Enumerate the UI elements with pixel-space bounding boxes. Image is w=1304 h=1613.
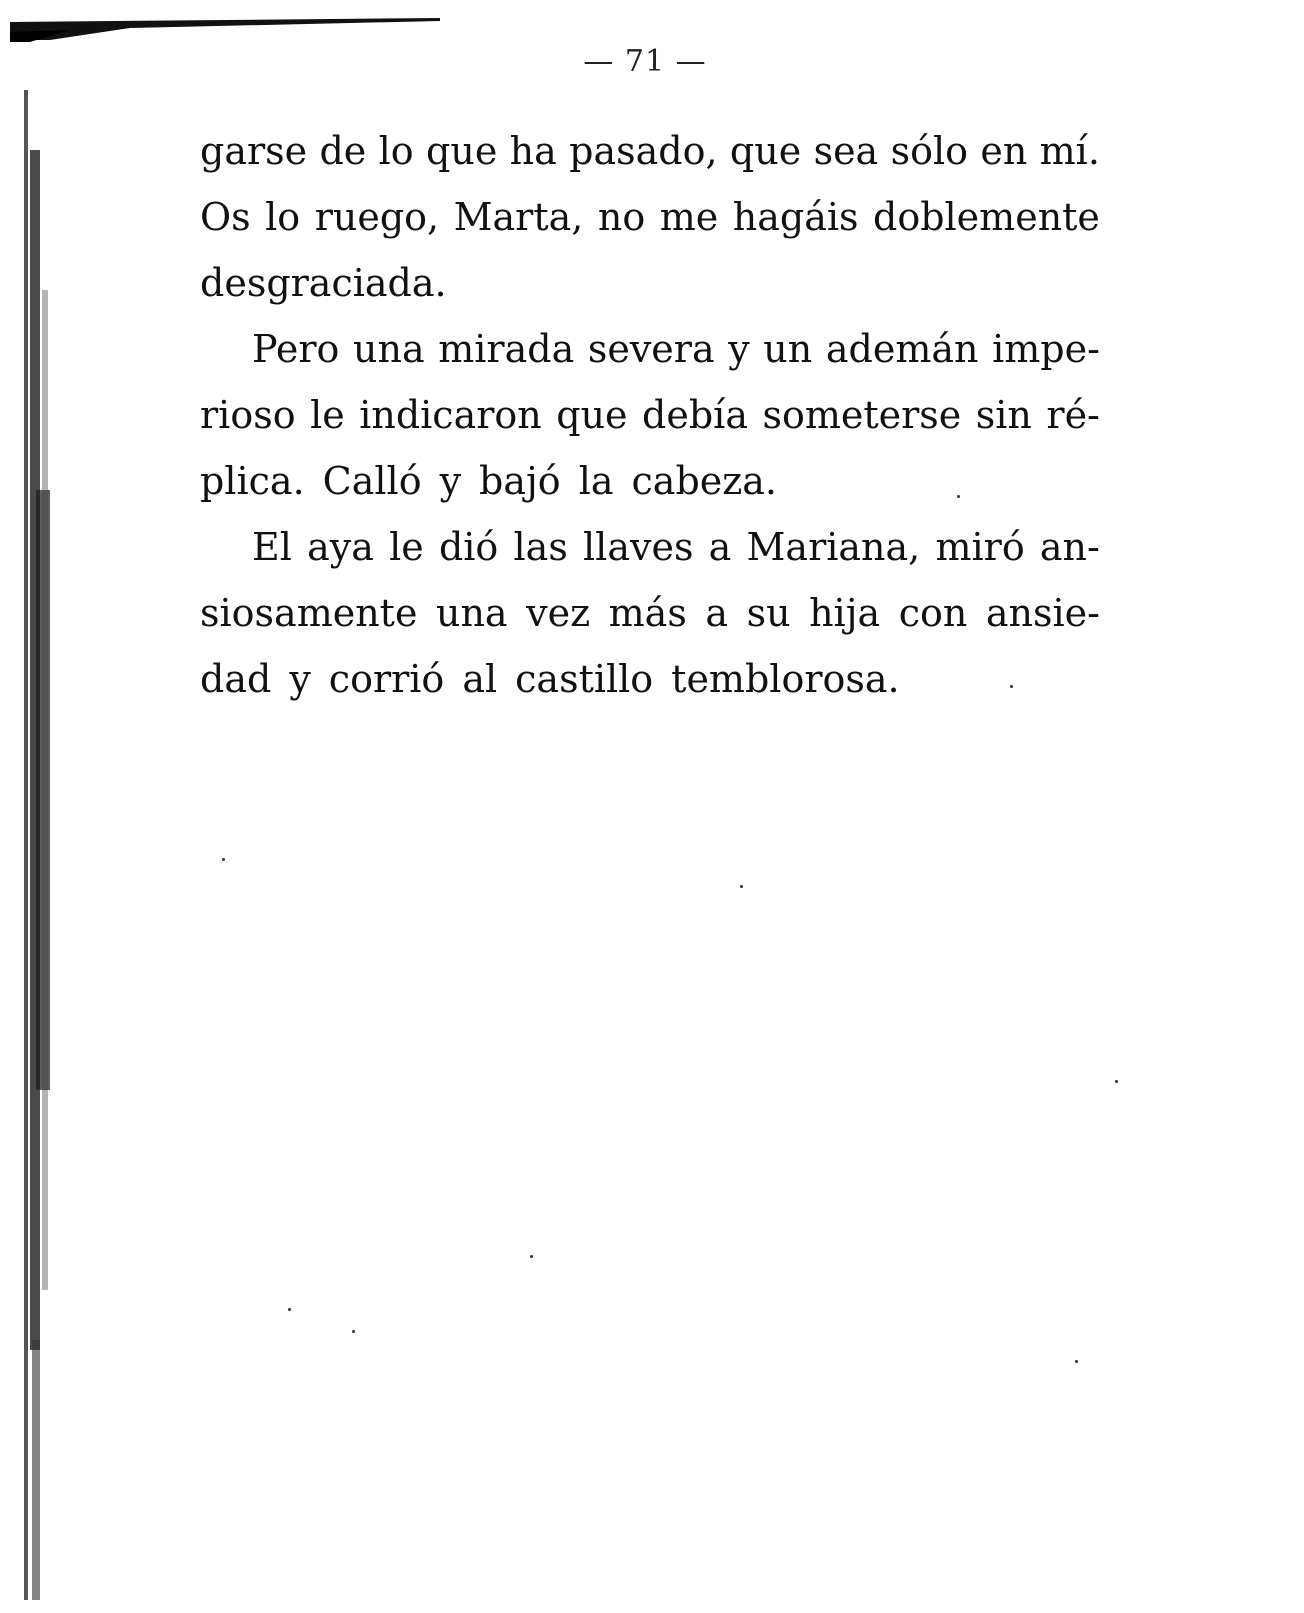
text-line bbox=[200, 448, 1100, 514]
word: desgraciada. bbox=[200, 261, 447, 305]
word: ré- bbox=[1046, 393, 1100, 437]
word: y bbox=[728, 327, 750, 371]
word: miró bbox=[935, 525, 1025, 569]
word: un bbox=[763, 327, 813, 371]
word: an- bbox=[1039, 525, 1100, 569]
word: no bbox=[597, 195, 646, 239]
word: que bbox=[729, 129, 802, 173]
word: me bbox=[659, 195, 719, 239]
text-line bbox=[200, 118, 1100, 184]
page-number: — 71 — bbox=[583, 44, 707, 79]
word: y bbox=[439, 459, 462, 503]
scan-speck bbox=[352, 1330, 355, 1333]
word: dad bbox=[200, 657, 272, 701]
word: temblorosa. bbox=[671, 657, 900, 701]
word: debía bbox=[642, 393, 748, 437]
word: cabeza. bbox=[631, 459, 778, 503]
word: ademán bbox=[825, 327, 979, 371]
word: sin bbox=[975, 393, 1032, 437]
word: sólo bbox=[890, 129, 968, 173]
scan-speck bbox=[957, 495, 960, 498]
word: lo bbox=[378, 129, 414, 173]
word: rioso bbox=[200, 393, 296, 437]
text-line bbox=[200, 580, 1100, 646]
word: le bbox=[389, 525, 424, 569]
word: que bbox=[556, 393, 628, 437]
word: plica. bbox=[200, 459, 305, 503]
word: las bbox=[513, 525, 568, 569]
word: corrió bbox=[328, 657, 445, 701]
text-line bbox=[200, 646, 1100, 712]
word: indicaron bbox=[359, 393, 542, 437]
scan-speck bbox=[222, 858, 225, 861]
word: Calló bbox=[322, 459, 422, 503]
word: doblemente bbox=[873, 195, 1100, 239]
word: más bbox=[608, 591, 687, 635]
word: garse bbox=[200, 129, 308, 173]
text-line bbox=[200, 250, 1100, 316]
word: de bbox=[319, 129, 367, 173]
text-line bbox=[200, 316, 1100, 382]
text-line bbox=[200, 184, 1100, 250]
word: castillo bbox=[515, 657, 654, 701]
scan-speck bbox=[288, 1308, 291, 1311]
scan-speck bbox=[740, 885, 743, 888]
word: dió bbox=[438, 525, 499, 569]
word: severa bbox=[587, 327, 715, 371]
scan-speck bbox=[1075, 1360, 1078, 1363]
word: Pero bbox=[252, 327, 340, 371]
word: mirada bbox=[438, 327, 575, 371]
word: le bbox=[310, 393, 345, 437]
word: lo bbox=[265, 195, 301, 239]
text-line bbox=[200, 514, 1100, 580]
word: con bbox=[898, 591, 968, 635]
scan-speck bbox=[1010, 685, 1013, 688]
word: ruego, bbox=[314, 195, 440, 239]
word: hija bbox=[809, 591, 881, 635]
word: Marta, bbox=[453, 195, 584, 239]
word: a bbox=[708, 525, 732, 569]
word: impe- bbox=[992, 327, 1100, 371]
word: hagáis bbox=[732, 195, 859, 239]
scan-speck bbox=[1115, 1080, 1118, 1083]
word: El bbox=[252, 525, 292, 569]
word: siosamente bbox=[200, 591, 418, 635]
word: vez bbox=[526, 591, 591, 635]
scan-top-edge bbox=[10, 18, 440, 42]
body-text bbox=[200, 118, 1100, 712]
word: una bbox=[353, 327, 425, 371]
word: ansie- bbox=[985, 591, 1100, 635]
word: a bbox=[705, 591, 729, 635]
scan-speck bbox=[530, 1255, 533, 1258]
word: que bbox=[426, 129, 498, 173]
word: la bbox=[578, 459, 614, 503]
word: mí. bbox=[1039, 129, 1100, 173]
text-line bbox=[200, 382, 1100, 448]
word: su bbox=[746, 591, 791, 635]
scan-binding-shadow bbox=[14, 90, 74, 1600]
word: Mariana, bbox=[746, 525, 921, 569]
word: una bbox=[435, 591, 508, 635]
word: y bbox=[289, 657, 311, 701]
word: en bbox=[980, 129, 1028, 173]
word: bajó bbox=[479, 459, 561, 503]
word: someterse bbox=[762, 393, 962, 437]
word: llaves bbox=[583, 525, 694, 569]
word: Os bbox=[200, 195, 251, 239]
word: al bbox=[462, 657, 498, 701]
word: sea bbox=[813, 129, 879, 173]
word: pasado, bbox=[569, 129, 718, 173]
word: aya bbox=[307, 525, 374, 569]
word: ha bbox=[509, 129, 557, 173]
